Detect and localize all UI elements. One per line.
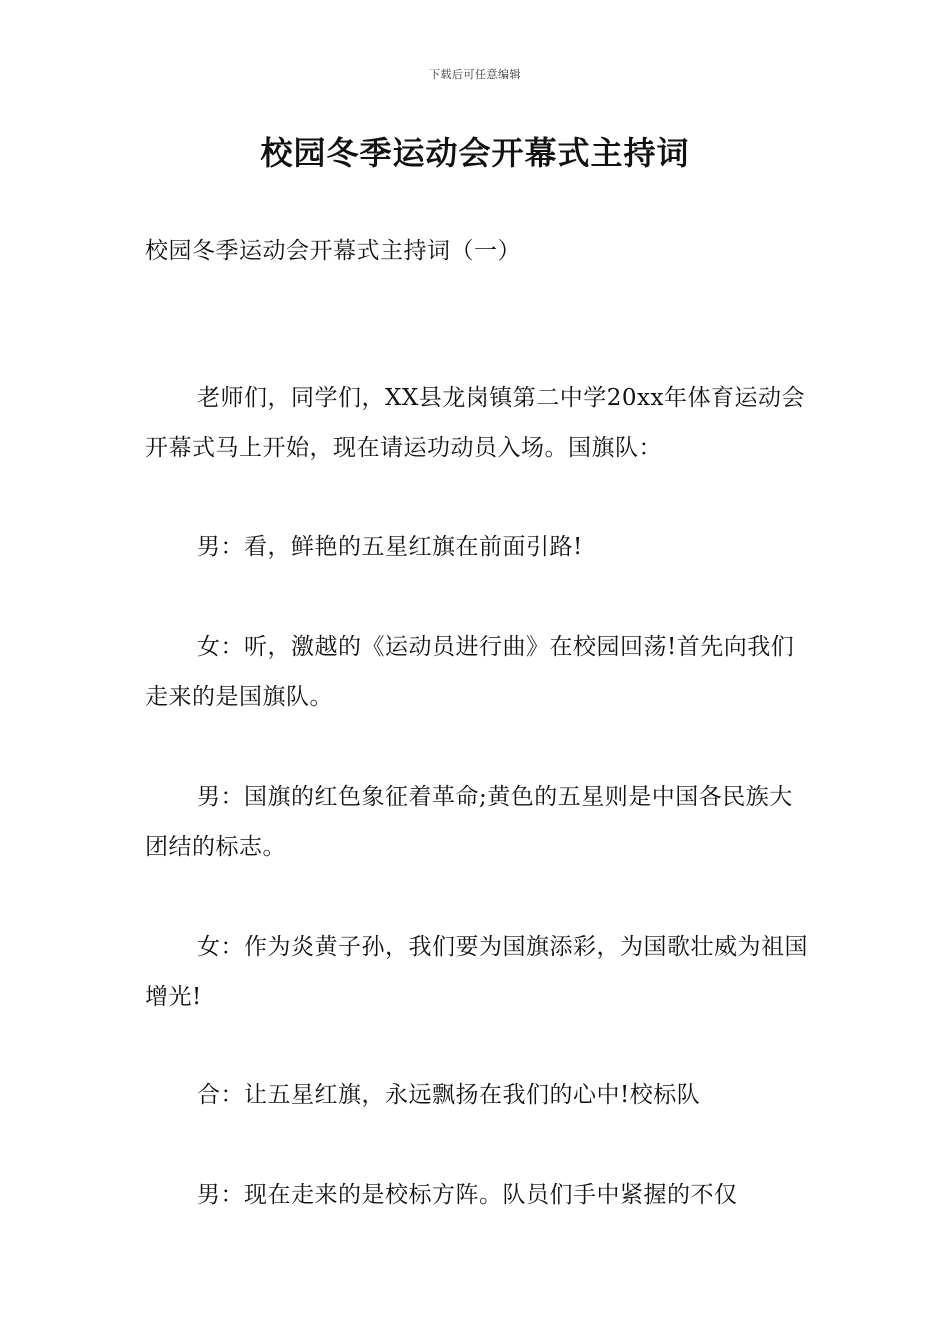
paragraph-male-2: 男：国旗的红色象征着革命;黄色的五星则是中国各民族大团结的标志。 — [145, 784, 793, 860]
document-subtitle: 校园冬季运动会开幕式主持词（一） — [145, 238, 521, 264]
paragraph-together: 合：让五星红旗，永远飘扬在我们的心中!校标队 — [197, 1082, 701, 1108]
paragraph-female-1: 女：听，激越的《运动员进行曲》在校园回荡!首先向我们走来的是国旗队。 — [145, 634, 795, 710]
paragraph-female-2: 女：作为炎黄子孙，我们要为国旗添彩，为国歌壮威为祖国增光! — [145, 934, 808, 1010]
document-title: 校园冬季运动会开幕式主持词 — [260, 134, 690, 172]
paragraph-male-3: 男：现在走来的是校标方阵。队员们手中紧握的不仅 — [197, 1182, 738, 1208]
paragraph-male-1: 男：看，鲜艳的五星红旗在前面引路! — [197, 534, 583, 560]
header-note: 下载后可任意编辑 — [429, 68, 521, 81]
paragraph-intro: 老师们，同学们，XX县龙岗镇第二中学20xx年体育运动会开幕式马上开始，现在请运功动员入场。国旗队： — [145, 385, 805, 461]
